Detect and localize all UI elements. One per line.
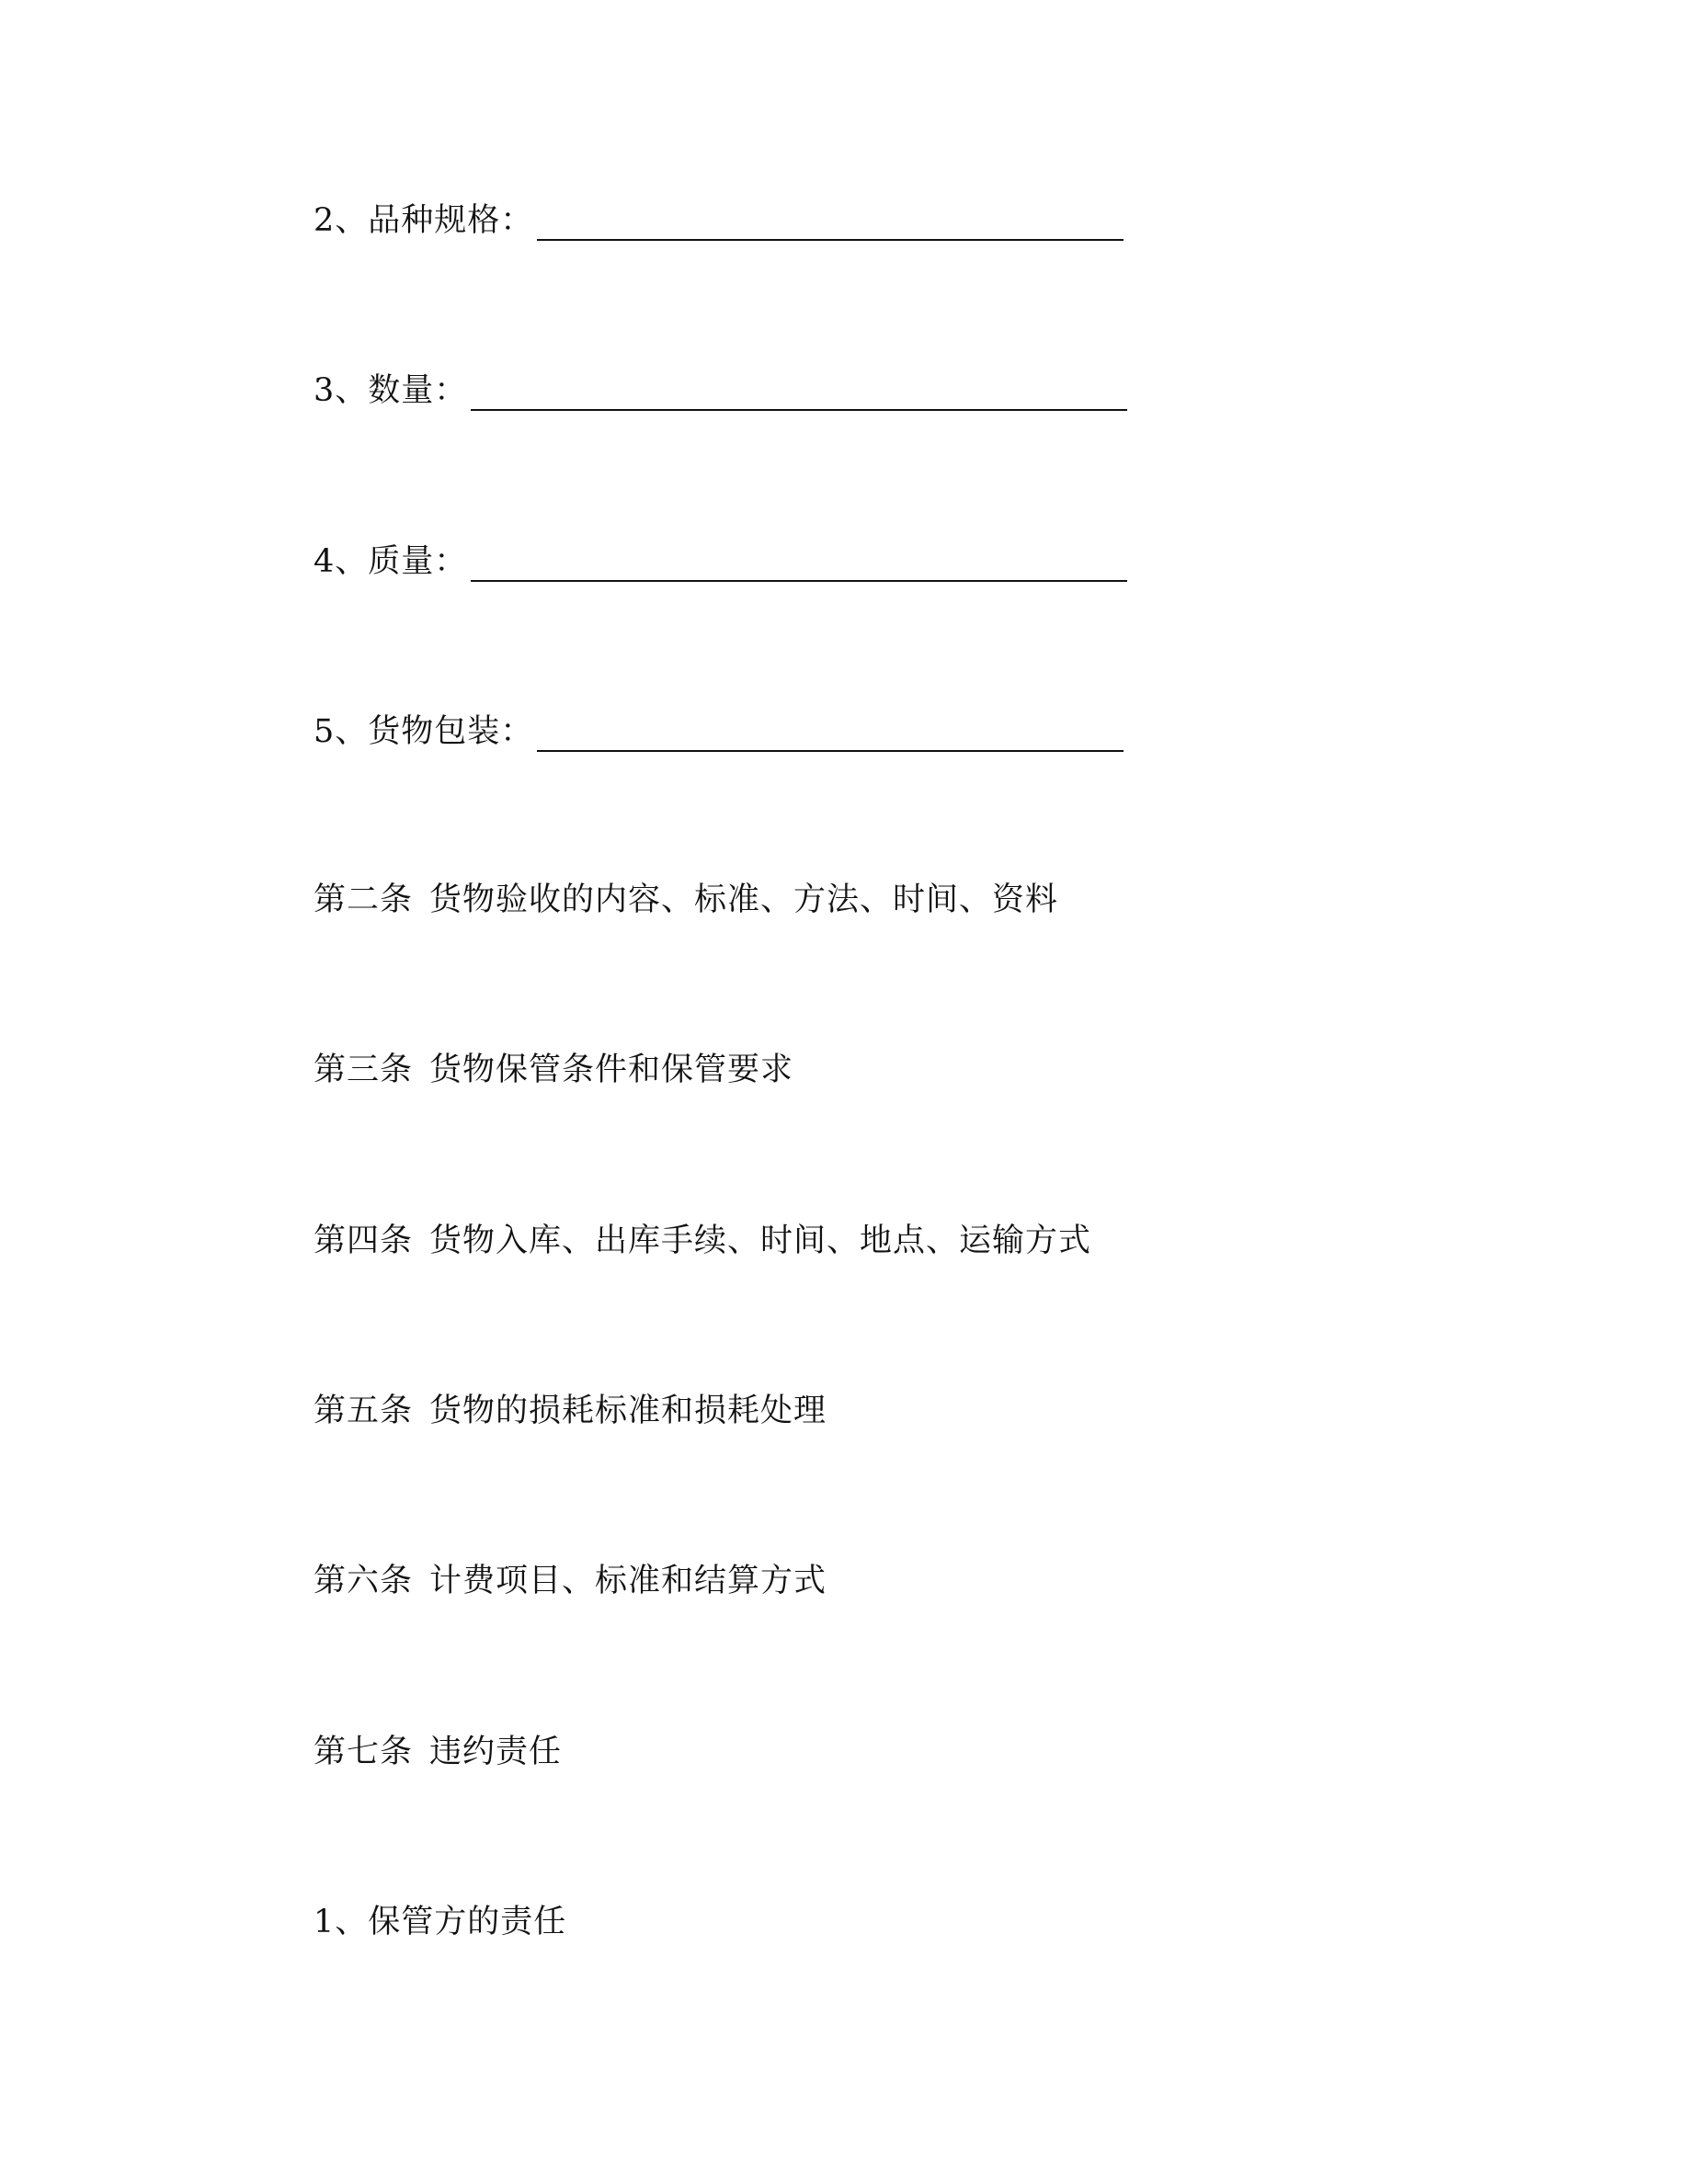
article-title: 货物入库、出库手续、时间、地点、运输方式 [429, 1223, 1092, 1259]
subitem-label: 1、保管方的责任 [314, 1904, 567, 1940]
field-variety-spec [314, 200, 1123, 241]
article-title: 违约责任 [429, 1734, 563, 1770]
fill-in-blank-line [471, 552, 1127, 582]
article-title: 货物验收的内容、标准、方法、时间、资料 [429, 882, 1059, 918]
field-quantity [314, 370, 1127, 411]
article-7 [314, 1732, 562, 1772]
article-4 [314, 1221, 1091, 1261]
article-title: 货物保管条件和保管要求 [429, 1052, 794, 1088]
article-title: 计费项目、标准和结算方式 [429, 1563, 827, 1599]
fill-in-blank-line [537, 722, 1123, 752]
subitem-custodian-responsibility [314, 1902, 566, 1942]
article-number: 第五条 [314, 1393, 414, 1429]
field-label: 4、质量： [314, 543, 468, 580]
article-number: 第七条 [314, 1734, 414, 1770]
field-quality [314, 541, 1127, 582]
article-3 [314, 1050, 793, 1090]
fill-in-blank-line [471, 381, 1127, 411]
article-2 [314, 880, 1058, 920]
article-number: 第三条 [314, 1052, 414, 1088]
article-number: 第六条 [314, 1563, 414, 1599]
field-packaging [314, 711, 1123, 752]
article-number: 第四条 [314, 1223, 414, 1259]
article-5 [314, 1391, 827, 1431]
article-6 [314, 1561, 827, 1601]
article-number: 第二条 [314, 882, 414, 918]
field-label: 5、货物包装： [314, 713, 534, 750]
article-title: 货物的损耗标准和损耗处理 [429, 1393, 827, 1429]
field-label: 2、品种规格： [314, 202, 534, 239]
fill-in-blank-line [537, 211, 1123, 241]
field-label: 3、数量： [314, 372, 468, 409]
